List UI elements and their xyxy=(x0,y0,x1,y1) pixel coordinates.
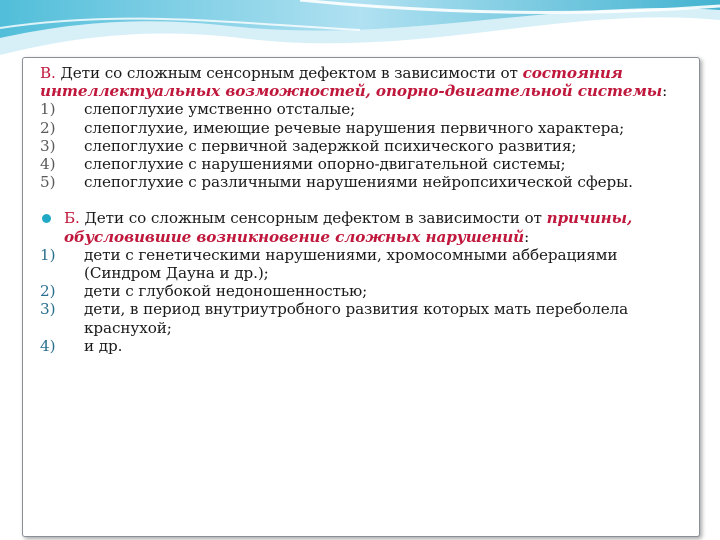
list-item xyxy=(40,282,690,300)
list-number: 4) xyxy=(40,336,56,355)
list-item xyxy=(40,173,690,191)
section-a-tail: : xyxy=(662,82,668,101)
section-a-highlight: состояния интеллектуальных возможностей, опорно-двигательной системы xyxy=(40,64,663,101)
list-text: дети с глубокой недоношенностью; xyxy=(84,282,368,301)
list-item xyxy=(40,137,690,155)
list-text: дети с генетическими нарушениями, хромосомными абберациями (Синдром Дауна и др.); xyxy=(84,245,618,283)
section-b-heading xyxy=(40,209,690,245)
section-b-highlight: причины, обусловившие возникновение сложных нарушений xyxy=(64,209,633,246)
list-text: слепоглухие с первичной задержкой психического развития; xyxy=(84,136,577,155)
section-b-list xyxy=(40,246,690,355)
section-spacer xyxy=(40,191,690,209)
list-text: дети, в период внутриутробного развития которых мать переболела краснухой; xyxy=(84,300,629,337)
section-a-list xyxy=(40,100,690,191)
list-item xyxy=(40,119,690,137)
list-item xyxy=(40,155,690,173)
list-item xyxy=(40,300,690,336)
list-number: 1) xyxy=(40,100,56,119)
section-b-letter: Б. xyxy=(64,209,80,228)
list-text: слепоглухие с различными нарушениями нейропсихической сферы. xyxy=(84,173,633,192)
list-number: 3) xyxy=(40,136,56,155)
list-item xyxy=(40,100,690,118)
section-a-letter: В. xyxy=(40,64,56,82)
section-a-lead: Дети со сложным сенсорным дефектом в зависимости от xyxy=(55,64,523,82)
list-text: слепоглухие умственно отсталые; xyxy=(84,100,356,119)
list-item xyxy=(40,246,690,282)
list-text: слепоглухие, имеющие речевые нарушения первичного характера; xyxy=(84,118,625,137)
list-number: 4) xyxy=(40,155,56,174)
section-b-lead: Дети со сложным сенсорным дефектом в зависимости от xyxy=(79,209,547,228)
list-number: 2) xyxy=(40,118,56,137)
list-number: 5) xyxy=(40,173,56,192)
list-number: 2) xyxy=(40,282,56,301)
bullet-icon xyxy=(42,214,51,223)
list-number: 1) xyxy=(40,245,56,264)
slide-content xyxy=(40,64,690,355)
section-b-tail: : xyxy=(524,227,530,246)
list-text: слепоглухие с нарушениями опорно-двигательной системы; xyxy=(84,155,566,174)
list-text: и др. xyxy=(84,336,123,355)
list-number: 3) xyxy=(40,300,56,319)
section-a-heading xyxy=(40,64,690,100)
list-item xyxy=(40,337,690,355)
